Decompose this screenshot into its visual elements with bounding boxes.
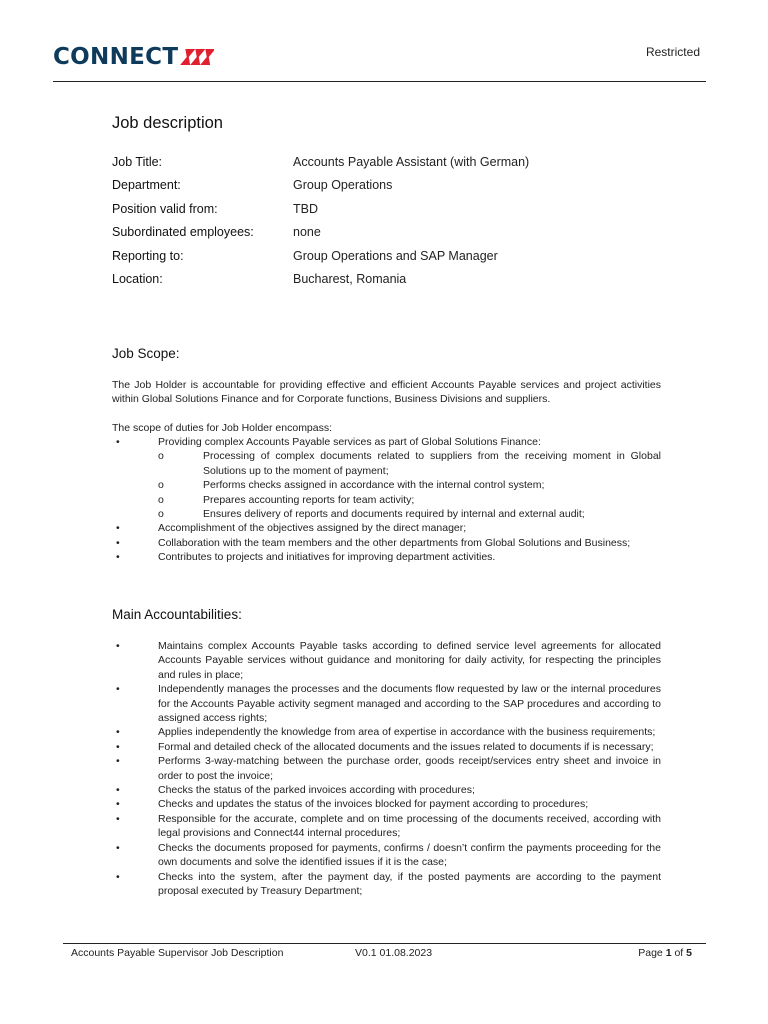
sub-list-item (112, 507, 661, 521)
page-header (53, 40, 706, 82)
list-item (112, 783, 661, 797)
list-item-text: Checks into the system, after the payment day, if the posted payments are according to the payment proposal executed by Treasury Department; (158, 870, 661, 897)
page-footer (63, 943, 706, 968)
sub-bullet-icon: o (158, 450, 164, 463)
bullet-icon: • (116, 784, 120, 797)
list-item-text: Accomplishment of the objectives assigned by the direct manager; (158, 522, 467, 535)
accountabilities-list (112, 639, 661, 898)
meta-label: Subordinated employees: (112, 225, 254, 240)
sub-list-item-text: Ensures delivery of reports and documents required by internal and external audit; (203, 508, 585, 521)
sub-list-item-text: Prepares accounting reports for team activity; (203, 493, 415, 506)
list-item-text: Checks the documents proposed for payments, confirms / doesn’t confirm the payments proceeding for the own documents and solve the identified issues if it is the case; (158, 841, 661, 869)
logo-wordmark: CONNECT (53, 44, 179, 70)
bullet-icon: • (116, 522, 120, 535)
list-item (112, 812, 661, 841)
list-item (112, 682, 661, 725)
bullet-icon: • (116, 740, 120, 753)
meta-value: TBD (293, 201, 318, 216)
list-item-text: Responsible for the accurate, complete and on time processing of the documents received, according with legal provisions and Connect44 internal procedures; (158, 812, 661, 840)
list-item-text: Providing complex Accounts Payable services as part of Global Solutions Finance: (158, 436, 541, 448)
bullet-icon: • (116, 841, 120, 854)
sub-bullet-icon: o (158, 479, 164, 492)
company-logo (53, 44, 214, 70)
sub-bullet-icon: o (158, 493, 164, 506)
list-item-text: Contributes to projects and initiatives for improving department activities. (158, 551, 496, 564)
meta-label: Job Title: (112, 154, 163, 169)
list-item (112, 639, 661, 682)
list-item-text: Applies independently the knowledge from area of expertise in accordance with the business requirements; (158, 726, 656, 739)
footer-version: V0.1 01.08.2023 (355, 947, 433, 959)
bullet-icon: • (116, 551, 120, 564)
logo-arrows-icon (180, 47, 214, 67)
meta-value: Group Operations and SAP Manager (293, 248, 498, 263)
job-scope-heading: Job Scope: (112, 346, 180, 361)
bullet-icon: • (116, 683, 120, 696)
list-item-text: Checks and updates the status of the invoices blocked for payment according to procedures; (158, 798, 589, 811)
bullet-icon: • (116, 812, 120, 825)
duties-intro (112, 421, 661, 435)
list-item (112, 521, 661, 535)
meta-value: Group Operations (293, 178, 393, 193)
sub-list-item-text: Performs checks assigned in accordance with the internal control system; (203, 479, 545, 492)
page-of: of (674, 947, 684, 959)
job-scope-intro (112, 378, 661, 407)
meta-row-valid-from (112, 197, 672, 221)
sub-list-item (112, 449, 661, 478)
meta-row-subordinates (112, 221, 672, 245)
meta-label: Position valid from: (112, 201, 218, 216)
footer-page-number (638, 947, 692, 959)
list-item-text: Formal and detailed check of the allocated documents and the issues related to documents if is necessary; (158, 740, 654, 753)
page-current: 1 (665, 947, 672, 959)
duties-list (112, 435, 661, 565)
duties-intro-text: The scope of duties for Job Holder encompass: (112, 422, 333, 434)
meta-label: Reporting to: (112, 248, 184, 263)
meta-value: Bucharest, Romania (293, 272, 407, 287)
list-item (112, 725, 661, 739)
list-item-text: Collaboration with the team members and the other departments from Global Solutions and Business; (158, 536, 631, 549)
list-item-text: Independently manages the processes and the documents flow requested by law or the internal procedures for the Accounts Payable activity segment managed and according to the SAP procedures and according to assigned access rights; (158, 683, 661, 725)
page-word: Page (638, 947, 663, 959)
list-item (112, 536, 661, 550)
list-item-text: Performs 3-way-matching between the purchase order, goods receipt/services entry sheet and invoice in order to post the invoice; (158, 755, 661, 782)
page-total: 5 (686, 947, 692, 959)
job-scope-intro-text: The Job Holder is accountable for providing effective and efficient Accounts Payable services and project activities within Global Solutions Finance and for Corporate functions, Business Divisions and suppliers. (112, 379, 661, 406)
meta-row-department (112, 174, 672, 198)
bullet-icon: • (116, 436, 120, 448)
sub-bullet-icon: o (158, 508, 164, 521)
document-title: Job description (112, 114, 223, 132)
sub-list-item (112, 493, 661, 507)
meta-value: none (293, 225, 321, 240)
bullet-icon: • (116, 536, 120, 549)
list-item (112, 740, 661, 754)
meta-label: Location: (112, 272, 163, 287)
bullet-icon: • (116, 798, 120, 811)
list-item (112, 754, 661, 783)
list-item (112, 870, 661, 899)
footer-document-name: Accounts Payable Supervisor Job Description (71, 947, 284, 959)
sub-list-item-text: Processing of complex documents related to suppliers from the receiving moment in Global Solutions up to the moment of payment; (203, 450, 661, 477)
meta-value: Accounts Payable Assistant (with German) (293, 154, 530, 169)
bullet-icon: • (116, 726, 120, 739)
meta-row-location (112, 268, 672, 292)
job-meta-table (112, 150, 672, 291)
bullet-icon: • (116, 755, 120, 768)
list-item (112, 797, 661, 811)
bullet-icon: • (116, 640, 120, 652)
meta-row-reporting-to (112, 244, 672, 268)
list-item-text: Maintains complex Accounts Payable tasks according to defined service level agreements for allocated Accounts Payable services without guidance and monitoring for daily activity, for respecting the principles and rules in place; (158, 640, 661, 681)
classification-label: Restricted (645, 45, 700, 59)
meta-label: Department: (112, 178, 181, 193)
list-item-text: Checks the status of the parked invoices according with procedures; (158, 784, 475, 797)
list-item (112, 435, 661, 449)
sub-list-item (112, 478, 661, 492)
list-item (112, 550, 661, 564)
list-item (112, 841, 661, 870)
accountabilities-heading: Main Accountabilities: (112, 607, 242, 622)
bullet-icon: • (116, 870, 120, 883)
meta-row-job-title (112, 150, 672, 174)
